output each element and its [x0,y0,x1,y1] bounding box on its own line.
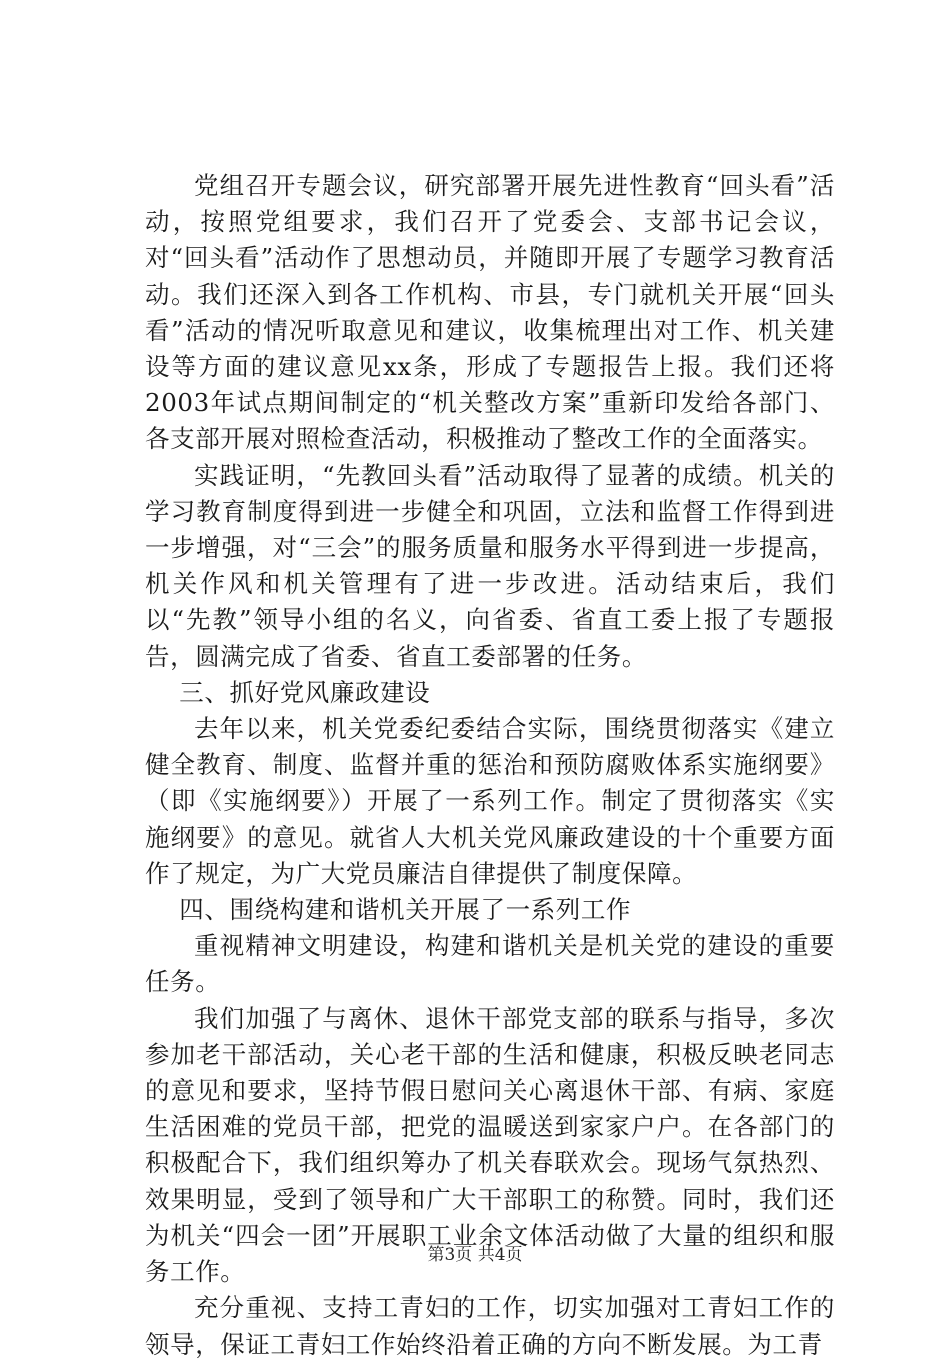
paragraph-retired-cadres: 我们加强了与离休、退休干部党支部的联系与指导，多次参加老干部活动，关心老干部的生活和健康，积极反映老同志的意见和要求，坚持节假日慰问关心离退休干部、有病、家庭生活困难的党员干部，把党的温暖送到家家户户。在各部门的积极配合下，我们组织筹办了机关春联欢会。现场气氛热烈、效果明显，受到了领导和广大干部职工的称赞。同时，我们还为机关“四会一团”开展职工业余文体活动做了大量的组织和服务工作。 [145,1003,835,1287]
paragraph-union-work: 充分重视、支持工青妇的工作，切实加强对工青妇工作的领导，保证工青妇工作始终沿着正确的方向不断发展。为工青 [145,1293,835,1359]
paragraph-practice-proof: 实践证明，“先教回头看”活动取得了显著的成绩。机关的学习教育制度得到进一步健全和巩固，立法和监督工作得到进一步增强，对“三会”的服务质量和服务水平得到进一步提高，机关作风和机关管理有了进一步改进。活动结束后，我们以“先教”领导小组的名义，向省委、省直工委上报了专题报告，圆满完成了省委、省直工委部署的任务。 [145,460,835,671]
paragraph-anti-corruption: 去年以来，机关党委纪委结合实际，围绕贯彻落实《建立健全教育、制度、监督并重的惩治和预防腐败体系实施纲要》（即《实施纲要》）开展了一系列工作。制定了贯彻落实《实施纲要》的意见。就省人大机关党风廉政建设的十个重要方面作了规定，为广大党员廉洁自律提供了制度保障。 [145,714,835,888]
paragraph-civilization: 重视精神文明建设，构建和谐机关是机关党的建设的重要任务。 [145,931,835,997]
section-heading-4: 四、围绕构建和谐机关开展了一系列工作 [179,895,632,925]
section-heading-3: 三、抓好党风廉政建设 [179,677,431,707]
document-body [145,168,835,1363]
page-number-footer: 第3页 共4页 [427,1245,523,1265]
paragraph-review-activity: 党组召开专题会议，研究部署开展先进性教育“回头看”活动，按照党组要求，我们召开了党委会、支部书记会议，对“回头看”活动作了思想动员，并随即开展了专题学习教育活动。我们还深入到各工作机构、市县，专门就机关开展“回头看”活动的情况听取意见和建议，收集梳理出对工作、机关建设等方面的建议意见xx条，形成了专题报告上报。我们还将2003年试点期间制定的“机关整改方案”重新印发给各部门、各支部开展对照检查活动，积极推动了整改工作的全面落实。 [145,171,835,454]
